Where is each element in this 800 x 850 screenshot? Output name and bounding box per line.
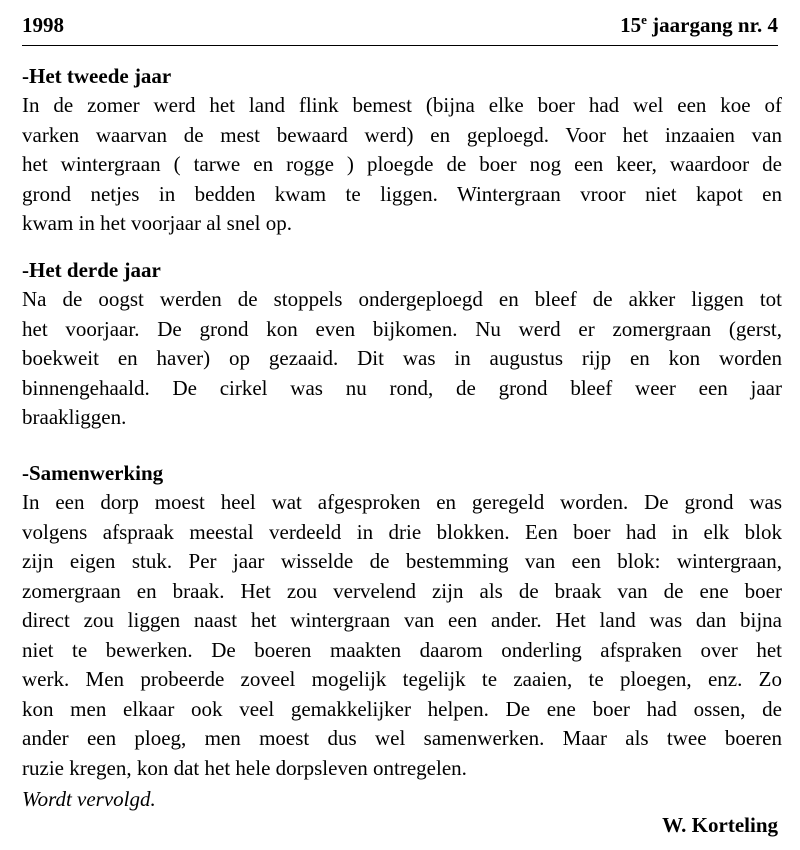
text-line: In een dorp moest heel wat afgesproken en geregeld worden. De grond was (22, 490, 782, 514)
issue-number: 15 (620, 13, 642, 37)
text-line: varken waarvan de mest bewaard werd) en geploegd. Voor het inzaaien van (22, 122, 782, 147)
text-line: direct zou liggen naast het wintergraan van een ander. Het land was dan bijna (22, 608, 782, 632)
header-divider (22, 45, 778, 46)
text-line: het voorjaar. De grond kon even bijkomen. Nu werd er zomergraan (gerst, (22, 316, 782, 341)
section-paragraph (22, 285, 782, 433)
issue-superscript: e (641, 12, 647, 27)
text-line: kon men elkaar ook veel gemakkelijker helpen. De ene boer had ossen, de (22, 696, 782, 721)
section-heading: -Samenwerking (22, 461, 164, 485)
text-line: ander een ploeg, men moest dus wel samenwerken. Maar als twee boeren (22, 726, 782, 750)
section-derde-jaar (22, 255, 782, 433)
issue-label: jaargang nr. 4 (646, 13, 778, 37)
text-line: volgens afspraak meestal verdeeld in drie blokken. Een boer had in elk blok (22, 519, 782, 544)
text-line: In de zomer werd het land flink bemest (bijna elke boer had wel een koe of (22, 93, 782, 117)
section-heading: -Het derde jaar (22, 258, 161, 282)
text-line: Na de oogst werden de stoppels ondergeploegd en bleef de akker liggen tot (22, 287, 782, 311)
text-line: zomergraan en braak. Het zou vervelend zijn als de braak van de ene boer (22, 578, 782, 603)
section-tweede-jaar (22, 61, 782, 239)
header-year: 1998 (22, 13, 64, 37)
text-line: boekweit en haver) op gezaaid. Dit was in augustus rijp en kon worden (22, 346, 782, 370)
text-line: braakliggen. (22, 405, 127, 429)
text-line: grond netjes in bedden kwam te liggen. Wintergraan vroor niet kapot en (22, 181, 782, 206)
section-paragraph (22, 91, 782, 239)
text-line: kwam in het voorjaar al snel op. (22, 211, 293, 235)
text-line: zijn eigen stuk. Per jaar wisselde de bestemming van een blok: wintergraan, (22, 549, 782, 573)
text-line: het wintergraan ( tarwe en rogge ) ploegde de boer nog een keer, waardoor de (22, 152, 782, 176)
section-paragraph (22, 488, 782, 783)
to-be-continued: Wordt vervolgd. (22, 787, 156, 811)
page-header (22, 10, 778, 40)
text-line: niet te bewerken. De boeren maakten daarom onderling afspraken over het (22, 637, 782, 662)
author-name: W. Korteling (662, 813, 778, 837)
header-issue (620, 10, 778, 40)
text-line: ruzie kregen, kon dat het hele dorpsleven ontregelen. (22, 755, 467, 780)
text-line: binnengehaald. De cirkel was nu rond, de grond bleef weer een jaar (22, 375, 782, 400)
section-samenwerking (22, 458, 782, 783)
section-heading: -Het tweede jaar (22, 64, 172, 88)
text-line: werk. Men probeerde zoveel mogelijk tegelijk te zaaien, te ploegen, enz. Zo (22, 667, 782, 691)
